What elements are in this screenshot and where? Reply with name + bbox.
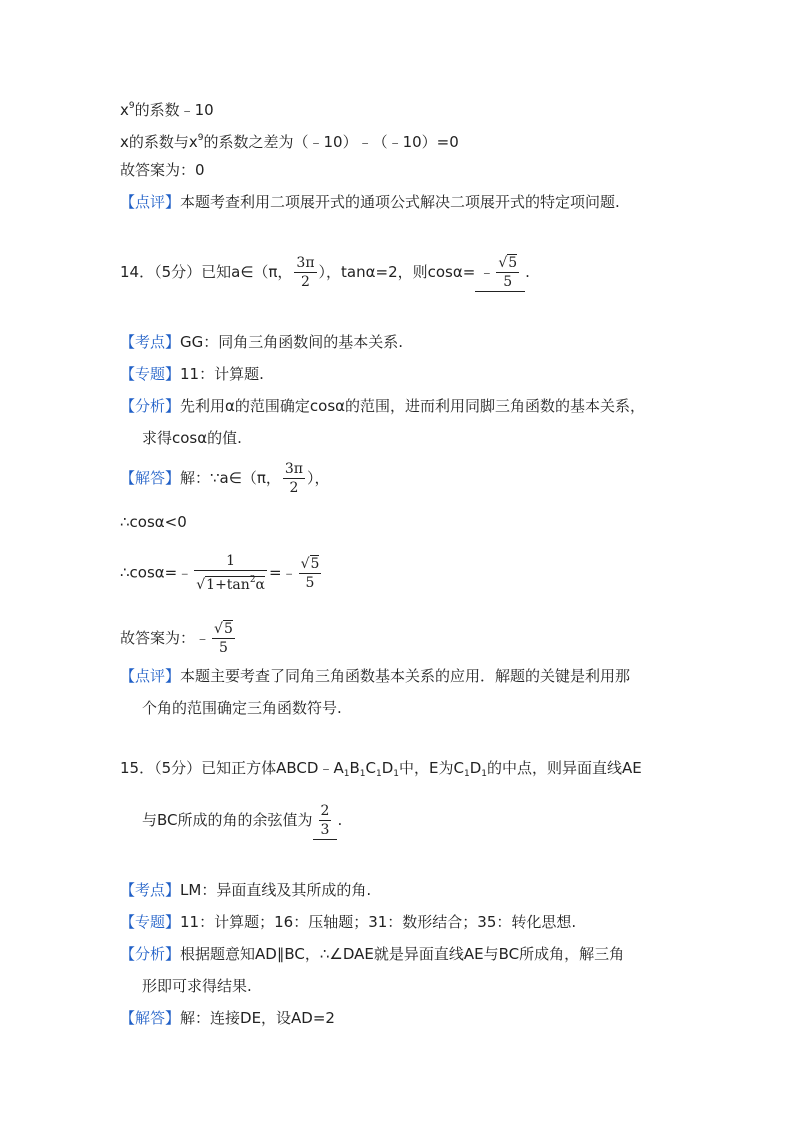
text: 的系数﹣10: [134, 101, 214, 119]
q14-fenxi-cont: 求得cosα的值.: [142, 429, 242, 447]
fraction: [299, 555, 322, 592]
review-tag: 【点评】: [120, 193, 181, 211]
superscript: 2: [249, 575, 256, 585]
denominator: [194, 571, 267, 594]
review-tag: 【点评】: [120, 667, 181, 685]
fraction: [319, 802, 332, 839]
fraction: [212, 620, 235, 657]
fraction: [194, 552, 267, 594]
kaodian-text: GG：同角三角函数间的基本关系.: [180, 333, 404, 351]
jieda-text: ），: [306, 469, 330, 487]
denominator: 2: [301, 274, 310, 290]
q14-stem: [120, 254, 530, 292]
sqrt: $√1+\tan^2\alpha$: [196, 575, 266, 593]
numerator: 3π: [296, 255, 315, 271]
stem-text: D: [469, 759, 482, 777]
step-text: =﹣: [269, 563, 297, 582]
answer-text: 故答案为：﹣: [120, 629, 211, 647]
minus-sign: ﹣: [479, 263, 495, 281]
text: x的系数与x: [120, 133, 198, 151]
jieda-tag: 【解答】: [120, 469, 181, 487]
sqrt: √5: [300, 555, 320, 572]
q13-answer: 故答案为：0: [120, 161, 205, 179]
review-text: 本题考查利用二项展开式的通项公式解决二项展开式的特定项问题.: [180, 193, 620, 211]
fraction: [294, 254, 316, 291]
radicand: 5: [223, 621, 233, 637]
denominator: 2: [289, 480, 299, 496]
numerator: [212, 620, 235, 639]
q13-coef-line: [120, 96, 214, 120]
subscript: 1: [481, 769, 487, 779]
fenxi-text: 根据题意知AD∥BC，∴∠DAE就是异面直线AE与BC所成角，解三角: [180, 945, 625, 963]
superscript: 9: [197, 133, 204, 143]
stem-text: B: [349, 759, 360, 777]
subscript: 1: [375, 769, 382, 779]
stem-text: ），tanα=2，则cosα=: [318, 263, 476, 281]
stem-text: D: [381, 759, 394, 777]
subscript: 1: [359, 769, 366, 779]
q14-review: [120, 666, 630, 686]
zhuanti-tag: 【专题】: [120, 365, 181, 383]
q13-review: [120, 192, 620, 212]
subscript: 1: [463, 769, 470, 779]
sqrt: √5: [498, 255, 518, 271]
denominator: 3: [320, 822, 330, 838]
q14-jieda: [120, 460, 329, 497]
alpha: α: [255, 577, 266, 593]
q15-kaodian: [120, 880, 371, 900]
q14-answer: [120, 620, 237, 657]
q15-fenxi: [120, 944, 624, 964]
fenxi-tag: 【分析】: [120, 945, 181, 963]
zhuanti-text: 11：计算题；16：压轴题；31：数形结合；35：转化思想.: [180, 913, 577, 931]
radicand: 5: [508, 255, 518, 271]
denominator: 5: [218, 640, 228, 656]
jieda-text: 解：∵a∈（π，: [180, 469, 281, 487]
stem-text: 15．（5分）已知正方体ABCD﹣A: [120, 759, 344, 777]
subscript: 1: [343, 769, 350, 779]
jieda-tag: 【解答】: [120, 1009, 181, 1027]
denominator: 5: [503, 274, 513, 290]
kaodian-tag: 【考点】: [120, 333, 181, 351]
text: x: [120, 101, 129, 119]
q14-step2: [120, 552, 323, 594]
review-text: 本题主要考查了同角三角函数基本关系的应用．解题的关键是利用那: [180, 667, 631, 685]
numerator: [496, 254, 519, 273]
kaodian-text: LM：异面直线及其所成的角.: [180, 881, 372, 899]
fraction: [283, 460, 305, 497]
q14-kaodian: [120, 332, 403, 352]
period: .: [525, 263, 530, 281]
subscript: 1: [393, 769, 399, 779]
jieda-text: 解：连接DE，设AD=2: [180, 1009, 335, 1027]
q15-fenxi-cont: 形即可求得结果.: [142, 977, 252, 995]
q15-jieda: [120, 1008, 335, 1028]
q15-stem-cont: [142, 802, 342, 840]
zhuanti-text: 11：计算题.: [180, 365, 264, 383]
fraction: [496, 254, 519, 291]
numerator: 1: [194, 552, 267, 571]
stem-text: 中，E为C: [399, 759, 464, 777]
q14-fenxi: [120, 396, 645, 416]
fenxi-tag: 【分析】: [120, 397, 181, 415]
sqrt: √5: [214, 621, 233, 637]
radicand: 5: [310, 555, 320, 572]
q14-zhuanti: [120, 364, 264, 384]
q15-zhuanti: [120, 912, 576, 932]
kaodian-tag: 【考点】: [120, 881, 181, 899]
numerator: 3π: [284, 461, 303, 477]
q14-review-cont: 个角的范围确定三角函数符号.: [142, 699, 342, 717]
zhuanti-tag: 【专题】: [120, 913, 181, 931]
numerator: 2: [320, 803, 330, 819]
step-text: ∴cosα=﹣: [120, 563, 193, 582]
fenxi-text: 先利用α的范围确定cosα的范围，进而利用同脚三角函数的基本关系，: [180, 397, 646, 415]
stem-text: C: [365, 759, 376, 777]
period: .: [337, 811, 343, 829]
answer-blank: [313, 802, 338, 840]
q13-diff-line: [120, 128, 459, 152]
denominator: 5: [305, 574, 315, 591]
stem-text: 的中点，则异面直线AE: [486, 759, 642, 777]
stem-text: 14．（5分）已知a∈（π，: [120, 263, 293, 281]
stem-text: 与BC所成的角的余弦值为: [142, 811, 313, 829]
answer-blank: [475, 254, 525, 292]
superscript: 9: [128, 101, 135, 111]
radicand: 1+tan: [206, 577, 250, 593]
numerator: [299, 555, 322, 574]
q15-stem: [120, 758, 642, 784]
q14-step1: ∴cosα<0: [120, 513, 187, 531]
text: 的系数之差为（﹣10）﹣（﹣10）=0: [203, 133, 459, 151]
